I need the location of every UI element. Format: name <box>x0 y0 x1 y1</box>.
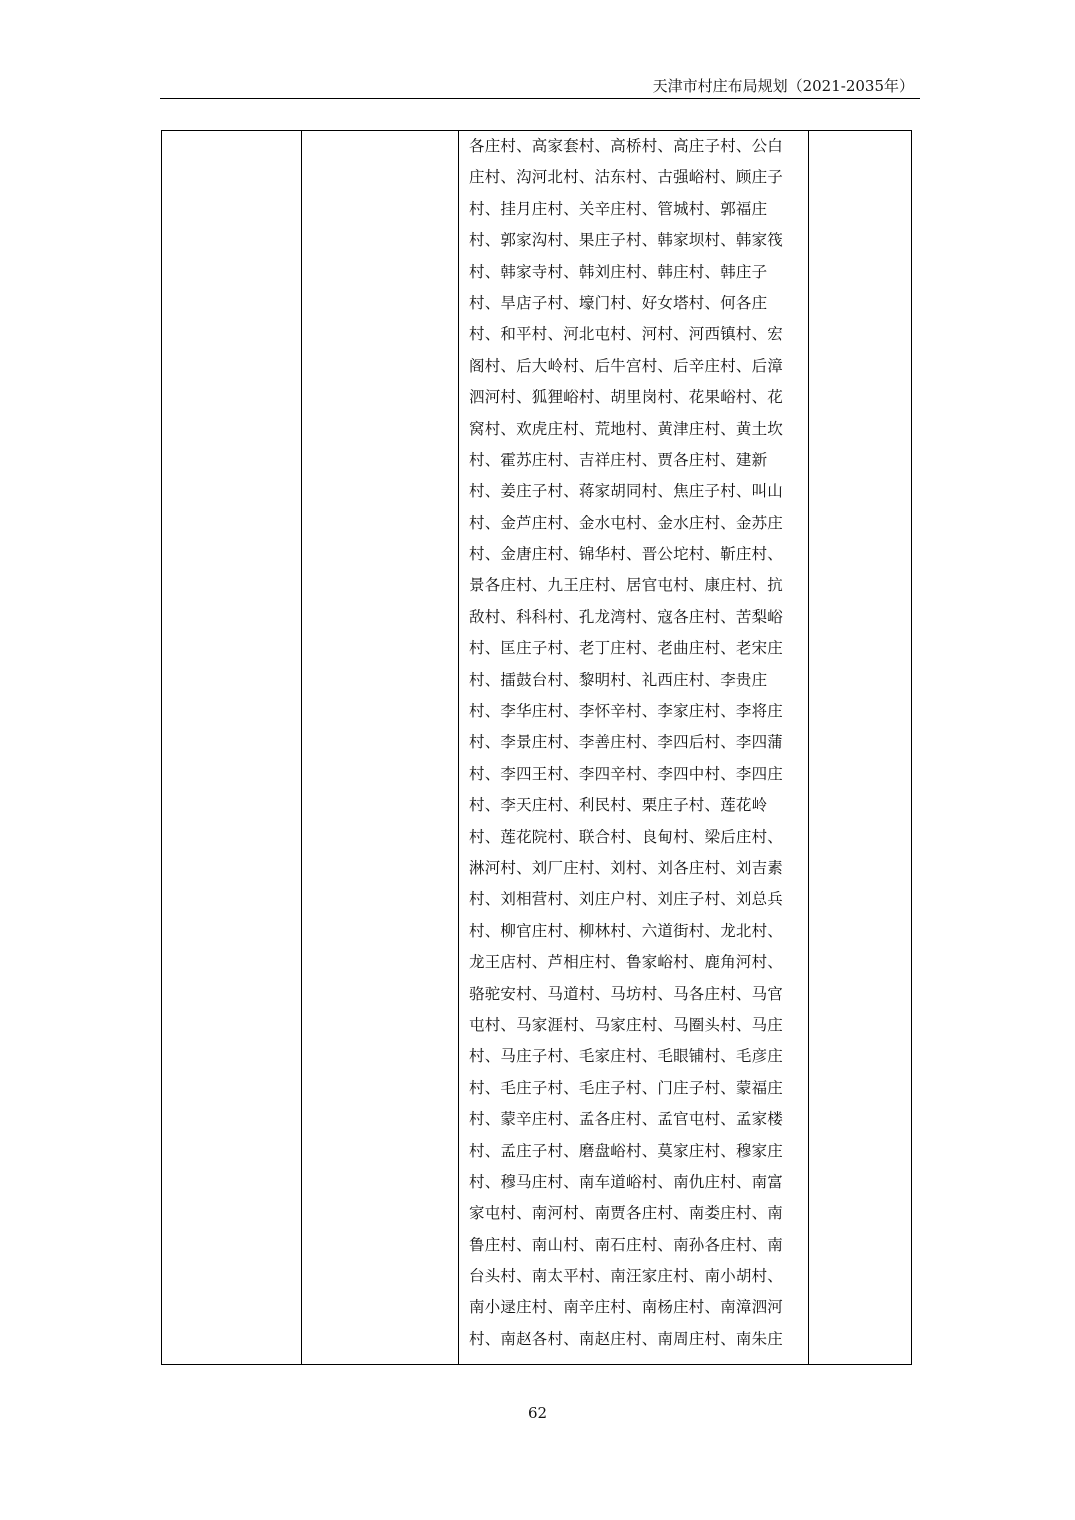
village-list-line: 村、挂月庄村、关辛庄村、管城村、郭福庄 <box>469 199 768 218</box>
village-list-line: 村、姜庄子村、蒋家胡同村、焦庄子村、叫山 <box>469 482 784 501</box>
page-header-title: 天津市村庄布局规划（2021-2035年） <box>652 77 914 95</box>
village-list-line: 村、韩家寺村、韩刘庄村、韩庄村、韩庄子 <box>469 262 768 281</box>
village-list-line: 家屯村、南河村、南贾各庄村、南娄庄村、南 <box>469 1204 784 1223</box>
village-list-line: 村、和平村、河北屯村、河村、河西镇村、宏 <box>469 325 784 344</box>
village-list-line: 村、擂鼓台村、黎明村、礼西庄村、李贵庄 <box>469 670 768 689</box>
village-list-line: 村、匡庄子村、老丁庄村、老曲庄村、老宋庄 <box>469 639 784 658</box>
village-list-line: 村、李天庄村、利民村、栗庄子村、莲花岭 <box>469 796 768 815</box>
village-list-line: 村、李四王村、李四辛村、李四中村、李四庄 <box>469 764 784 783</box>
page-header <box>160 76 920 99</box>
village-list-cell <box>469 131 809 1355</box>
page-number: 62 <box>527 1404 548 1422</box>
village-list-line: 村、蒙辛庄村、孟各庄村、孟官屯村、孟家楼 <box>469 1110 784 1129</box>
village-list-line: 各庄村、高家套村、高桥村、高庄子村、公白 <box>469 137 784 155</box>
village-list-line: 村、南赵各村、南赵庄村、南周庄村、南朱庄 <box>469 1329 784 1348</box>
village-list-line: 村、郭家沟村、果庄子村、韩家坝村、韩家筏 <box>469 231 784 250</box>
village-list-line: 庄村、沟河北村、沽东村、古强峪村、顾庄子 <box>469 168 784 187</box>
village-list-line: 台头村、南太平村、南汪家庄村、南小胡村、 <box>469 1267 784 1286</box>
village-list-line: 村、马庄子村、毛家庄村、毛眼铺村、毛彦庄 <box>469 1047 784 1066</box>
village-list-line: 村、李景庄村、李善庄村、李四后村、李四蒲 <box>469 733 784 752</box>
table-column-divider <box>458 131 459 1364</box>
village-list-line: 鲁庄村、南山村、南石庄村、南孙各庄村、南 <box>469 1235 784 1254</box>
village-list-line: 村、柳官庄村、柳林村、六道街村、龙北村、 <box>469 921 784 940</box>
table-column-divider <box>301 131 302 1364</box>
village-list-line: 村、李华庄村、李怀辛村、李家庄村、李将庄 <box>469 702 784 721</box>
village-list-line: 村、毛庄子村、毛庄子村、门庄子村、蒙福庄 <box>469 1078 784 1097</box>
village-list-line: 村、霍苏庄村、吉祥庄村、贾各庄村、建新 <box>469 450 768 469</box>
village-list-line: 敌村、科科村、孔龙湾村、寇各庄村、苦梨峪 <box>469 607 784 626</box>
village-list-line: 村、金芦庄村、金水屯村、金水庄村、金苏庄 <box>469 513 784 532</box>
village-list-line: 窝村、欢虎庄村、荒地村、黄津庄村、黄土坎 <box>469 419 784 438</box>
village-list-line: 村、孟庄子村、磨盘峪村、莫家庄村、穆家庄 <box>469 1141 784 1160</box>
village-list-line: 村、莲花院村、联合村、良甸村、梁后庄村、 <box>469 827 784 846</box>
village-list-line: 村、穆马庄村、南车道峪村、南仇庄村、南富 <box>469 1172 784 1191</box>
village-list-line: 村、旱店子村、壕门村、好女塔村、何各庄 <box>469 293 768 312</box>
village-list-line: 骆驼安村、马道村、马坊村、马各庄村、马官 <box>469 984 784 1003</box>
village-list-line: 阁村、后大岭村、后牛宫村、后辛庄村、后漳 <box>469 356 784 375</box>
village-list-line: 村、刘相营村、刘庄户村、刘庄子村、刘总兵 <box>469 890 784 909</box>
village-list-line: 淋河村、刘厂庄村、刘村、刘各庄村、刘吉素 <box>469 858 784 877</box>
village-list-line: 泗河村、狐狸峪村、胡里岗村、花果峪村、花 <box>469 388 784 407</box>
village-list-line: 屯村、马家涯村、马家庄村、马圈头村、马庄 <box>469 1015 784 1034</box>
village-table <box>161 130 912 1365</box>
village-list-line: 景各庄村、九王庄村、居官屯村、康庄村、抗 <box>469 576 784 595</box>
village-list-line: 龙王店村、芦相庄村、鲁家峪村、鹿角河村、 <box>469 953 784 972</box>
village-list-line: 南小逯庄村、南辛庄村、南杨庄村、南漳泗河 <box>469 1298 784 1317</box>
village-list-line: 村、金唐庄村、锦华村、晋公坨村、靳庄村、 <box>469 545 784 564</box>
